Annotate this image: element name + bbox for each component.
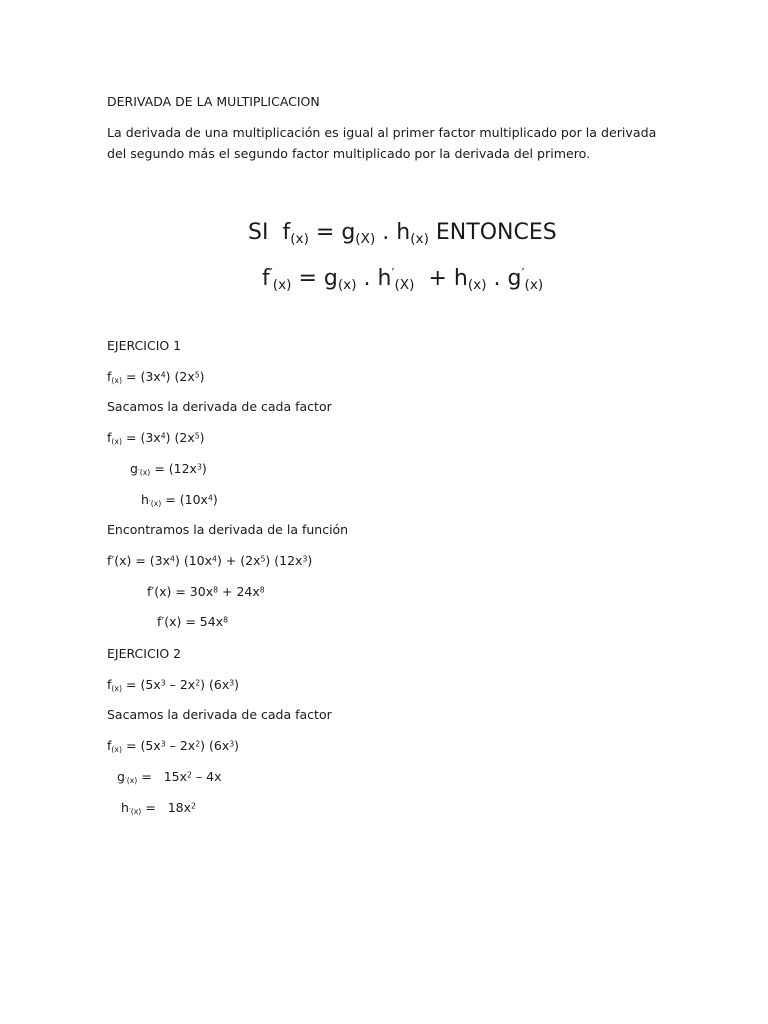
ejercicio-1-instruction: Sacamos la derivada de cada factor <box>107 399 332 414</box>
ejercicio-2-function-repeat: $f_{(x)} = (5x^3 - 2x^2)$ $(6x^3)$ <box>107 738 240 754</box>
ejercicio-1-function: $f_{(x)} = (3x^4)$ $(2x^5)$ <box>107 369 205 385</box>
ejercicio-2-g-derivative: $g_{'(x)} = 15x^2 - 4x$ <box>117 769 222 785</box>
ejercicio-2-heading: EJERCICIO 2 <box>107 646 182 661</box>
ejercicio-1-instruction-2: Encontramos la derivada de la función <box>107 522 349 537</box>
ejercicio-1-function-repeat: $f_{(x)} = (3x^4)$ $(2x^5)$ <box>107 430 205 446</box>
ejercicio-1-h-derivative: $h_{'(x)} = (10x^4)$ <box>141 492 218 508</box>
ejercicio-2-h-derivative: $h_{'(x)} = 18x^2$ <box>121 800 196 816</box>
page-title: DERIVADA DE LA MULTIPLICACION <box>107 94 320 109</box>
intro-paragraph: La derivada de una multiplicación es igual al primer factor multiplicado por la derivada del segundo más el segundo factor multiplicado por la derivada del primero. <box>107 125 657 161</box>
ejercicio-1-g-derivative: $g_{'(x)} = (12x^3)$ <box>130 461 207 477</box>
product-rule-formula-line-2: $f'_{(x)} = g_{(x)}$ . $h'_{(X)} + h_{(x)}$ . $g'_{(x)}$ <box>262 266 544 294</box>
ejercicio-2-instruction: Sacamos la derivada de cada factor <box>107 707 332 722</box>
ejercicio-1-heading: EJERCICIO 1 <box>107 338 182 353</box>
ejercicio-1-result: $f'(x) = 54x^8$ <box>157 614 229 629</box>
ejercicio-1-simplified: $f'(x) = 30x^8 + 24x^8$ <box>147 584 265 599</box>
ejercicio-1-product-rule: $f'(x) = (3x^4) (10x^4) + (2x^5)$ $(12x^3)$ <box>107 553 313 568</box>
ejercicio-2-function: $f_{(x)} = (5x^3 - 2x^2)$ $(6x^3)$ <box>107 677 240 693</box>
product-rule-formula-line-1: SI $f_{(x)} = g_{(X)}$ . $h_{(x)}$ ENTONCES <box>248 220 557 248</box>
